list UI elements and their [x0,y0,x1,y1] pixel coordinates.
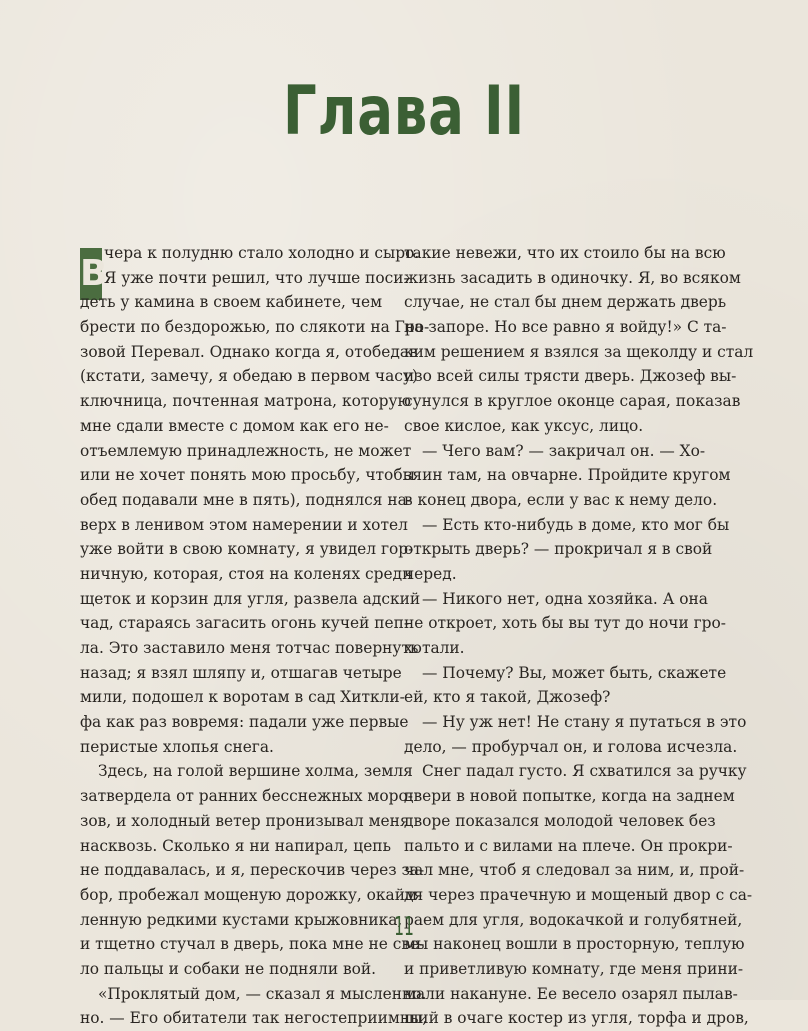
text-line: свое кислое, как уксус, лицо. [404,416,644,435]
text-line: зяин там, на овчарне. Пройдите кругом [404,466,731,485]
text-line: ей, кто я такой, Джозеф? [404,688,611,707]
text-line: бор, пробежал мощеную дорожку, окайм- [80,885,423,904]
text-line: — Ну уж нет! Не стану я путаться в это [422,713,747,732]
text-line: и приветливую комнату, где меня прини- [404,959,744,978]
text-line: и тщетно стучал в дверь, пока мне не све- [80,935,425,954]
text-line: ший в очаге костер из угля, торфа и дров, [404,1009,749,1028]
text-line: — Есть кто-нибудь в доме, кто мог бы [422,515,730,534]
text-line: черед. [404,564,457,583]
text-line: чад, стараясь загасить огонь кучей пеп- [80,614,410,633]
text-line: чера к полудню стало холодно и сыро. [104,244,420,262]
text-line: — Чего вам? — закричал он. — Хо- [422,441,706,460]
text-line: назад; я взял шляпу и, отшагав четыре [80,663,402,682]
text-line: жизнь засадить в одиночку. Я, во всяком [404,268,741,287]
text-line: чал мне, чтоб я следовал за ним, и, прой- [404,861,745,880]
text-line: брести по бездорожью, по слякоти на Гро- [80,318,430,337]
text-line: — Никого нет, одна хозяйка. А она [422,589,708,608]
text-line: такие невежи, что их стоило бы на всю [404,244,726,262]
text-line: ла. Это заставило меня тотчас повернуть [80,639,419,657]
text-line: в конец двора, если у вас к нему дело. [404,490,718,509]
text-line: перистые хлопья снега. [80,737,274,756]
chapter-title: Глава II [283,72,525,151]
text-line: Здесь, на голой вершине холма, земля [98,762,413,781]
text-line: верх в ленивом этом намерении и хотел [80,515,408,534]
text-line: ключница, почтенная матрона, которую [80,392,411,411]
text-line: Я уже почти решил, что лучше поси- [104,268,409,287]
text-line: зов, и холодный ветер пронизывал меня [80,811,410,830]
text-line: но. — Его обитатели так негостеприимны, [80,1009,428,1028]
text-line: мне сдали вместе с домом как его не- [80,416,389,435]
text-line: изо всей силы трясти дверь. Джозеф вы- [404,367,737,386]
text-line: пальто и с вилами на плече. Он прокри- [404,836,733,855]
text-line: отъемлемую принадлежность, не может [80,441,412,460]
text-line: ничную, которая, стоя на коленях среди [80,564,413,583]
text-line: насквозь. Сколько я ни напирал, цепь [80,836,391,855]
text-line: на запоре. Но все равно я войду!» С та- [404,318,727,337]
text-line: мы наконец вошли в просторную, теплую [404,935,745,954]
text-line: ким решением я взялся за щеколду и стал [404,342,754,361]
text-line: двери в новой попытке, когда на заднем [404,787,735,806]
text-line: затвердела от ранних бесснежных моро- [80,787,413,806]
text-line: зовой Перевал. Однако когда я, отобедав [80,342,418,361]
text-line: мили, подошел к воротам в сад Хиткли- [80,688,405,707]
text-line: или не хочет понять мою просьбу, чтобы [80,466,415,485]
text-line: случае, не стал бы днем держать дверь [404,293,727,312]
text-line: обед подавали мне в пять), поднялся на- [80,490,412,509]
text-line: мали накануне. Ее весело озарял пылав- [404,984,738,1003]
text-line: ло пальцы и собаки не подняли вой. [80,959,377,978]
text-line: ленную редкими кустами крыжовника, [80,910,403,929]
text-line: не поддавалась, и я, перескочив через за- [80,861,425,880]
text-line: не откроет, хоть бы вы тут до ночи гро- [404,614,726,633]
text-line: уже войти в свою комнату, я увидел гор- [80,540,414,559]
text-line: (кстати, замечу, я обедаю в первом часу) [80,367,418,386]
text-line: фа как раз вовремя: падали уже первые [80,713,409,732]
text-line: дворе показался молодой человек без [404,811,716,830]
text-line: сунулся в круглое оконце сарая, показав [404,392,741,411]
text-line: раем для угля, водокачкой и голубятней, [404,910,743,929]
text-line: открыть дверь? — прокричал я в свой [404,540,713,559]
text-line: «Проклятый дом, — сказал я мысленно. [98,984,427,1003]
text-line: — Почему? Вы, может быть, скажете [422,663,727,682]
text-line: деть у камина в своем кабинете, чем [80,293,383,312]
page-number: 11 [394,912,414,942]
text-line: дело, — пробурчал он, и голова исчезла. [404,737,738,756]
drop-cap: В [80,248,102,300]
text-line: Снег падал густо. Я схватился за ручку [422,762,747,781]
text-line: хотали. [404,639,465,657]
text-line: дя через прачечную и мощеный двор с са- [404,885,753,904]
text-line: щеток и корзин для угля, развела адский [80,589,421,608]
